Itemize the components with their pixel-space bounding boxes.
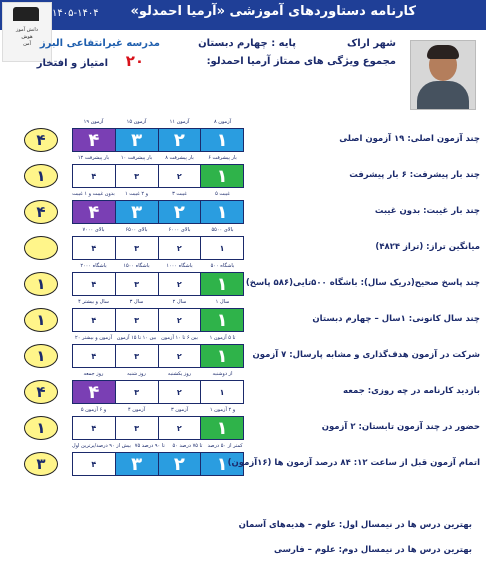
level-cell: ۳ bbox=[115, 309, 158, 331]
level-cell: ۳ bbox=[115, 453, 158, 475]
row-question: بازدید کارنامه در چه روزی: جمعه bbox=[343, 386, 480, 396]
level-label: باشگاه ۱۵۰۰ bbox=[123, 263, 150, 269]
row-level-grid bbox=[72, 236, 244, 260]
level-cell: ۱ bbox=[200, 417, 243, 439]
row-question: چند آزمون اصلی: ۱۹ آزمون اصلی bbox=[339, 134, 480, 144]
row-level-labels bbox=[72, 442, 244, 451]
row-level-labels bbox=[72, 118, 244, 127]
level-label: بدون غیبت و ۱ غیبت bbox=[72, 191, 115, 197]
level-label: ۴ آزمون bbox=[127, 407, 146, 413]
level-label: روز یکشنبه bbox=[167, 371, 192, 377]
row-level-grid bbox=[72, 344, 244, 368]
level-cell: ۳ bbox=[115, 237, 158, 259]
level-cell: ۱ bbox=[200, 201, 243, 223]
level-label: ۳ آزمون bbox=[170, 407, 189, 413]
level-cell: ۴ bbox=[73, 345, 115, 367]
row-level-grid bbox=[72, 416, 244, 440]
level-label: ۱۱ آزمون bbox=[169, 119, 190, 125]
level-label: ۱۲ بار پیشرفت bbox=[77, 155, 110, 161]
level-label: روز جمعه bbox=[83, 371, 104, 377]
level-label: ۱ و ۲ غیبت bbox=[124, 191, 149, 197]
level-label: ۱۵ آزمون bbox=[126, 119, 147, 125]
level-label: روز شنبه bbox=[127, 371, 146, 377]
level-label: ۲ سال bbox=[172, 299, 187, 305]
level-label: بیش از ۹۰ درصد/برترین اول bbox=[71, 443, 131, 449]
level-label: ۸ بار پیشرفت bbox=[165, 155, 194, 161]
row-score-circle bbox=[24, 236, 58, 260]
level-label: ۱ و ۲ آزمون bbox=[209, 407, 236, 413]
level-label: بالای ۶۵۰۰ bbox=[125, 227, 148, 233]
level-cell: ۱ bbox=[200, 381, 243, 403]
row-question: چند بار پیشرفت: ۶ بار پیشرفت bbox=[349, 170, 480, 180]
score-label: امتیاز و افتخار bbox=[36, 58, 108, 69]
level-label: ۱ تا ۵ آزمون bbox=[209, 335, 236, 341]
graduation-cap-icon bbox=[13, 7, 39, 21]
row-score-circle: ۴ bbox=[24, 380, 58, 404]
level-cell: ۳ bbox=[115, 417, 158, 439]
level-cell: ۲ bbox=[158, 309, 201, 331]
level-label: بالای ۷۰۰۰ bbox=[82, 227, 105, 233]
row-score-circle: ۱ bbox=[24, 416, 58, 440]
level-cell: ۲ bbox=[158, 381, 201, 403]
row-level-grid bbox=[72, 308, 244, 332]
level-label: کمتر از ۵۰ درصد bbox=[207, 443, 243, 449]
level-label: ۳ سال bbox=[129, 299, 144, 305]
student-photo bbox=[410, 40, 476, 110]
row-score-circle: ۱ bbox=[24, 164, 58, 188]
level-cell: ۴ bbox=[73, 381, 115, 403]
level-cell: ۲ bbox=[158, 237, 201, 259]
level-label: ۵ غیبت bbox=[215, 191, 230, 197]
student-city: شهر اراک bbox=[347, 38, 396, 49]
level-cell: ۱ bbox=[200, 165, 243, 187]
level-label: ۳ غیبت bbox=[172, 191, 187, 197]
row-level-grid bbox=[72, 200, 244, 224]
row-question: اتمام آزمون قبل از ساعت ۱۲: ۸۴ درصد آزمون ها (۱۶آزمون) bbox=[227, 458, 480, 468]
level-label: ۱۹ آزمون bbox=[83, 119, 104, 125]
row-level-labels bbox=[72, 406, 244, 415]
row-score-circle: ۱ bbox=[24, 344, 58, 368]
level-label: باشگاه ۱۰۰۰ bbox=[166, 263, 193, 269]
row-level-labels bbox=[72, 370, 244, 379]
student-school: مدرسه غیرانتفاعی البرز bbox=[39, 38, 160, 49]
level-cell: ۴ bbox=[73, 201, 115, 223]
level-cell: ۲ bbox=[158, 345, 201, 367]
level-cell: ۴ bbox=[73, 165, 115, 187]
level-cell: ۲ bbox=[158, 417, 201, 439]
level-label: بالای ۵۵۰۰ bbox=[211, 227, 234, 233]
row-score-circle: ۴ bbox=[24, 200, 58, 224]
row-level-labels bbox=[72, 262, 244, 271]
level-cell: ۱ bbox=[200, 237, 243, 259]
level-cell: ۳ bbox=[115, 345, 158, 367]
level-label: از دوشنبه bbox=[212, 371, 233, 377]
school-logo bbox=[2, 2, 52, 62]
row-score-circle: ۳ bbox=[24, 452, 58, 476]
level-label: بین ۱۰ تا ۱۵ آزمون bbox=[116, 335, 157, 341]
level-cell: ۱ bbox=[200, 345, 243, 367]
row-question: شرکت در آزمون هدف‌گذاری و مشابه پارسال: ۷ آزمون bbox=[252, 350, 480, 360]
level-label: ۶ بار پیشرفت bbox=[208, 155, 237, 161]
level-cell: ۲ bbox=[158, 201, 201, 223]
level-label: ۱۰ بار پیشرفت bbox=[120, 155, 153, 161]
row-level-grid bbox=[72, 128, 244, 152]
level-cell: ۴ bbox=[73, 273, 115, 295]
level-label: بالای ۶۰۰۰ bbox=[168, 227, 191, 233]
level-cell: ۲ bbox=[158, 165, 201, 187]
logo-text: دانش آموز هوش آمن bbox=[15, 27, 39, 47]
level-cell: ۴ bbox=[73, 237, 115, 259]
level-cell: ۴ bbox=[73, 309, 115, 331]
level-label: ۱ سال bbox=[215, 299, 230, 305]
row-level-labels bbox=[72, 190, 244, 199]
level-label: ۴ سال و بیشتر bbox=[78, 299, 109, 305]
report-title: کارنامه دستاوردهای آموزشی «آرمیا احمدلو» bbox=[130, 4, 416, 19]
level-label: ۷۵ تا ۹۰ درصد bbox=[134, 443, 165, 449]
row-question: حضور در چند آزمون تابستان: ۲ آزمون bbox=[321, 422, 480, 432]
level-cell: ۲ bbox=[158, 273, 201, 295]
level-cell: ۳ bbox=[115, 129, 158, 151]
level-cell: ۴ bbox=[73, 129, 115, 151]
level-cell: ۳ bbox=[115, 273, 158, 295]
level-cell: ۴ bbox=[73, 453, 115, 475]
row-level-labels bbox=[72, 298, 244, 307]
level-cell: ۳ bbox=[115, 381, 158, 403]
row-level-labels bbox=[72, 226, 244, 235]
row-level-grid bbox=[72, 452, 244, 476]
features-label: مجموع ویژگی های ممتاز آرمیا احمدلو: bbox=[206, 56, 396, 67]
row-question: چند بار غیبت: بدون غیبت bbox=[374, 206, 480, 216]
academic-year: ۱۴۰۵-۱۴۰۴ bbox=[52, 8, 99, 19]
row-score-circle: ۱ bbox=[24, 272, 58, 296]
level-label: باشگاه ۲۰۰۰ bbox=[80, 263, 107, 269]
level-label: باشگاه ۵۰۰ bbox=[210, 263, 235, 269]
level-cell: ۲ bbox=[158, 453, 201, 475]
row-score-circle: ۴ bbox=[24, 128, 58, 152]
row-score-circle: ۱ bbox=[24, 308, 58, 332]
student-grade: پایه : چهارم دبستان bbox=[198, 38, 296, 49]
row-question: میانگین تراز: (تراز ۴۸۲۴) bbox=[375, 242, 480, 252]
level-label: ۵۰ تا ۷۵ درصد bbox=[172, 443, 203, 449]
row-level-grid bbox=[72, 164, 244, 188]
report-header bbox=[0, 0, 486, 30]
level-label: بین ۶ تا ۱۰ آزمون bbox=[161, 335, 198, 341]
level-cell: ۳ bbox=[115, 201, 158, 223]
level-cell: ۱ bbox=[200, 453, 243, 475]
level-cell: ۱ bbox=[200, 309, 243, 331]
row-level-grid bbox=[72, 272, 244, 296]
row-level-labels bbox=[72, 334, 244, 343]
level-cell: ۳ bbox=[115, 165, 158, 187]
score-value: ۲۰ bbox=[125, 52, 144, 70]
level-cell: ۲ bbox=[158, 129, 201, 151]
row-question: چند سال کانونی: ۱سال – چهارم دبستان bbox=[312, 314, 480, 324]
row-level-labels bbox=[72, 154, 244, 163]
row-question: چند پاسخ صحیح(دریک سال): باشگاه ۵۰۰تایی(۵۸۶ پاسخ) bbox=[245, 278, 480, 288]
level-cell: ۱ bbox=[200, 273, 243, 295]
level-cell: ۱ bbox=[200, 129, 243, 151]
row-level-grid bbox=[72, 380, 244, 404]
level-label: ۲۰ آزمون و بیشتر bbox=[75, 335, 112, 341]
best-lessons-second-term: بهترین درس ها در نیمسال دوم: علوم – فارسی bbox=[274, 545, 472, 555]
level-label: ۵ و ۶ آزمون bbox=[80, 407, 107, 413]
level-label: ۸ آزمون bbox=[213, 119, 232, 125]
best-lessons-first-term: بهترین درس ها در نیمسال اول: علوم – هدیه‌های آسمان bbox=[238, 520, 472, 530]
level-cell: ۴ bbox=[73, 417, 115, 439]
